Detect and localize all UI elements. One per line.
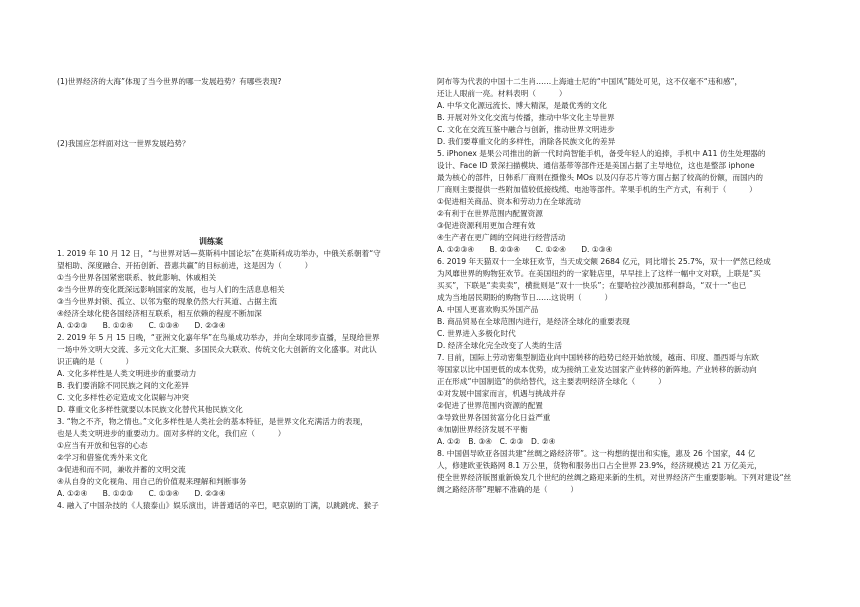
text-line: 6. 2019 年天猫双十一全球狂欢节，当天成交额 2684 亿元，同比增长 25.7%，双十一俨然已经成 xyxy=(437,257,771,266)
text-line: 也是人类文明进步的重要动力。面对多样的文化，我们应（ ） xyxy=(57,429,286,438)
text-line: ①当今世界各国紧密联系、彼此影响、休戚相关 xyxy=(57,273,217,282)
text-line: ④生产者在更广阔的空间进行经营活动 xyxy=(437,233,566,242)
text-line: 为风靡世界的购物狂欢节。在美国纽约的一家鞋店里，早早挂上了这样一幅中文对联，上联是“买 xyxy=(437,269,761,278)
text-line: ④经济全球化使各国经济相互联系，相互依赖的程度不断加深 xyxy=(57,309,262,318)
text-line: 使全世界经济版图重新焕发几个世纪的丝绸之路迎来新的生机，对世界经济产生重要影响。下列对建设“丝 xyxy=(437,473,792,482)
text-line: 5. iPhonex 是果公司推出的新一代时尚智能手机，备受年轻人的追捧，手机中 A11 仿生处理器的 xyxy=(437,149,766,158)
text-line: 2. 2019 年 5 月 15 日晚，“亚洲文化嘉年华”在鸟巢成功举办，并向全球同步直播，呈现给世界 xyxy=(57,333,380,342)
text-line: ④从自身的文化视角、用自己的价值观来理解和判断事务 xyxy=(57,477,247,486)
text-line: A. ①②③ B. ①②④ C. ①③④ D. ②③④ xyxy=(57,321,226,330)
text-line: ②当今世界的变化既深远影响国家的发展，也与人们的生活息息相关 xyxy=(57,285,285,294)
text-line: 1. 2019 年 10 月 12 日，“与世界对话—莫斯科中国论坛”在莫斯科成功举办，中俄关系朝着“守 xyxy=(57,249,381,258)
text-line: B. 我们要消除不同民族之间的文化差异 xyxy=(57,381,189,390)
text-line: C. 世界进入多极化时代 xyxy=(437,329,516,338)
text-line: 8. 中国倡导欧亚各国共建“丝绸之路经济带”。这一构想的提出和实施，惠及 26 个国家，44 亿 xyxy=(437,449,756,458)
text-line: 3. “物之不齐，物之情也。”文化多样性是人类社会的基本特征，是世界文化充满活力的表现， xyxy=(57,417,368,426)
text-line: ④加剧世界经济发展不平衡 xyxy=(437,425,528,434)
text-line: ③促进和而不同，兼收并蓄的文明交流 xyxy=(57,465,186,474)
text-line: ①促进相关商品、资本和劳动力在全球流动 xyxy=(437,197,581,206)
text-line: ②学习和借鉴优秀外来文化 xyxy=(57,453,148,462)
text-line: 最为核心的部件，日韩系厂商则在摄像头 MOs 以及闪存芯片等方面占据了较高的份额，而国内的 xyxy=(437,173,763,182)
text-line: C. 文化在交流互鉴中融合与创新，推动世界文明进步 xyxy=(437,125,615,134)
text-line: 7. 目前，国际上劳动密集型制造业向中国转移的趋势已经开始放缓，越南、印度、墨西哥与东欧 xyxy=(437,353,759,362)
text-line: 厂商则主要提供一些附加值较低接线缆、电池等部件。苹果手机的生产方式，有利于（ ） xyxy=(437,185,757,194)
text-line: 等国家以比中国更低的成本优势，成为接纳工业发达国家产业转移的新阵地。产业转移的新动向 xyxy=(437,365,757,374)
text-line: 设计、Face ID 景深扫描模块、通信基带等部件还是美国占据了主导地位，这也是整部 iphone xyxy=(437,161,755,170)
text-line: C. 文化多样性必定造成文化误解与冲突 xyxy=(57,393,190,402)
question-2-prompt: (2)我国应怎样面对这一世界发展趋势？ xyxy=(57,139,190,148)
text-line: 识正确的是（ ） xyxy=(57,357,134,366)
text-line: A. ①② B. ③④ C. ②③ D. ②④ xyxy=(437,437,556,446)
text-line: A. ①②③④ B. ②③④ C. ①②④ D. ①③④ xyxy=(437,245,613,254)
text-line: D. 尊重文化多样性就要以本民族文化替代其他民族文化 xyxy=(57,405,243,414)
text-line: 人，修建欧亚铁路网 8.1 万公里，货物和服务出口占全世界 23.9%，经济规模达 21 万亿美元， xyxy=(437,461,762,470)
text-line: A. 中国人更喜欢购买外国产品 xyxy=(437,305,539,314)
text-line: 一场中外文明大交流、多元文化大汇聚、多国民众大联欢、传统文化大创新的文化盛事。对此认 xyxy=(57,345,377,354)
text-line: 绸之路经济带”理解不准确的是（ ） xyxy=(437,485,578,494)
text-line: D. 我们要尊重文化的多样性，消除各民族文化的差异 xyxy=(437,137,616,146)
text-line: 还让人眼前一亮。材料表明（ ） xyxy=(437,89,567,98)
text-line: A. ①②④ B. ①②③ C. ①③④ D. ②③④ xyxy=(57,489,226,498)
text-line: 阿布等为代表的中国十二生肖……上海迪士尼的“中国风”随处可见，这不仅毫不“违和感”， xyxy=(437,77,743,86)
text-line: ②有利于在世界范围内配置资源 xyxy=(437,209,543,218)
text-line: 正在形成“中国制造”的供给替代，这主要表明经济全球化（ ） xyxy=(437,377,666,386)
text-line: ③促进资源利用更加合理有效 xyxy=(437,221,536,230)
text-line: ②促进了世界范围内资源的配置 xyxy=(437,401,543,410)
text-line: ①对发展中国家而言，机遇与挑战并存 xyxy=(437,389,566,398)
text-line: A. 文化多样性是人类文明进步的重要动力 xyxy=(57,369,197,378)
text-line: ①应当有开放和包容的心态 xyxy=(57,441,148,450)
text-line: B. 开展对外文化交流与传播，推动中华文化主导世界 xyxy=(437,113,615,122)
text-line: 望相助、深度融合、开拓创新、普惠共赢”的目标前进，这是因为（ ） xyxy=(57,261,313,270)
text-line: 4. 融入了中国杂技的《人猿泰山》娱乐演出，讲普通话的辛巴，吧京剧的丁满，以跳跳虎、猴子 xyxy=(57,501,379,510)
text-line: 买买”，下联是“卖卖卖”，横批则是“双十一快乐”；在婴哈拉沙漠加那利群岛，“双十一”也已 xyxy=(437,281,747,290)
text-line: B. 商品贸易在全球范围内进行，是经济全球化的重要表现 xyxy=(437,317,630,326)
text-line: ③导致世界各国贫富分化日益严重 xyxy=(437,413,551,422)
text-line: A. 中华文化源远流长、博大精深，是最优秀的文化 xyxy=(437,101,607,110)
text-line: D. 经济全球化完全改变了人类的生活 xyxy=(437,341,562,350)
text-line: ③当今世界封锁、孤立、以邻为壑的现象仍然大行其道、占据主流 xyxy=(57,297,278,306)
section-title: 训练案 xyxy=(199,237,223,246)
text-line: 成为当地居民期盼的购物节日……这说明（ ） xyxy=(437,293,613,302)
question-1-prompt: (1)世界经济的大海”体现了当今世界的哪一发展趋势？有哪些表现? xyxy=(57,77,282,86)
